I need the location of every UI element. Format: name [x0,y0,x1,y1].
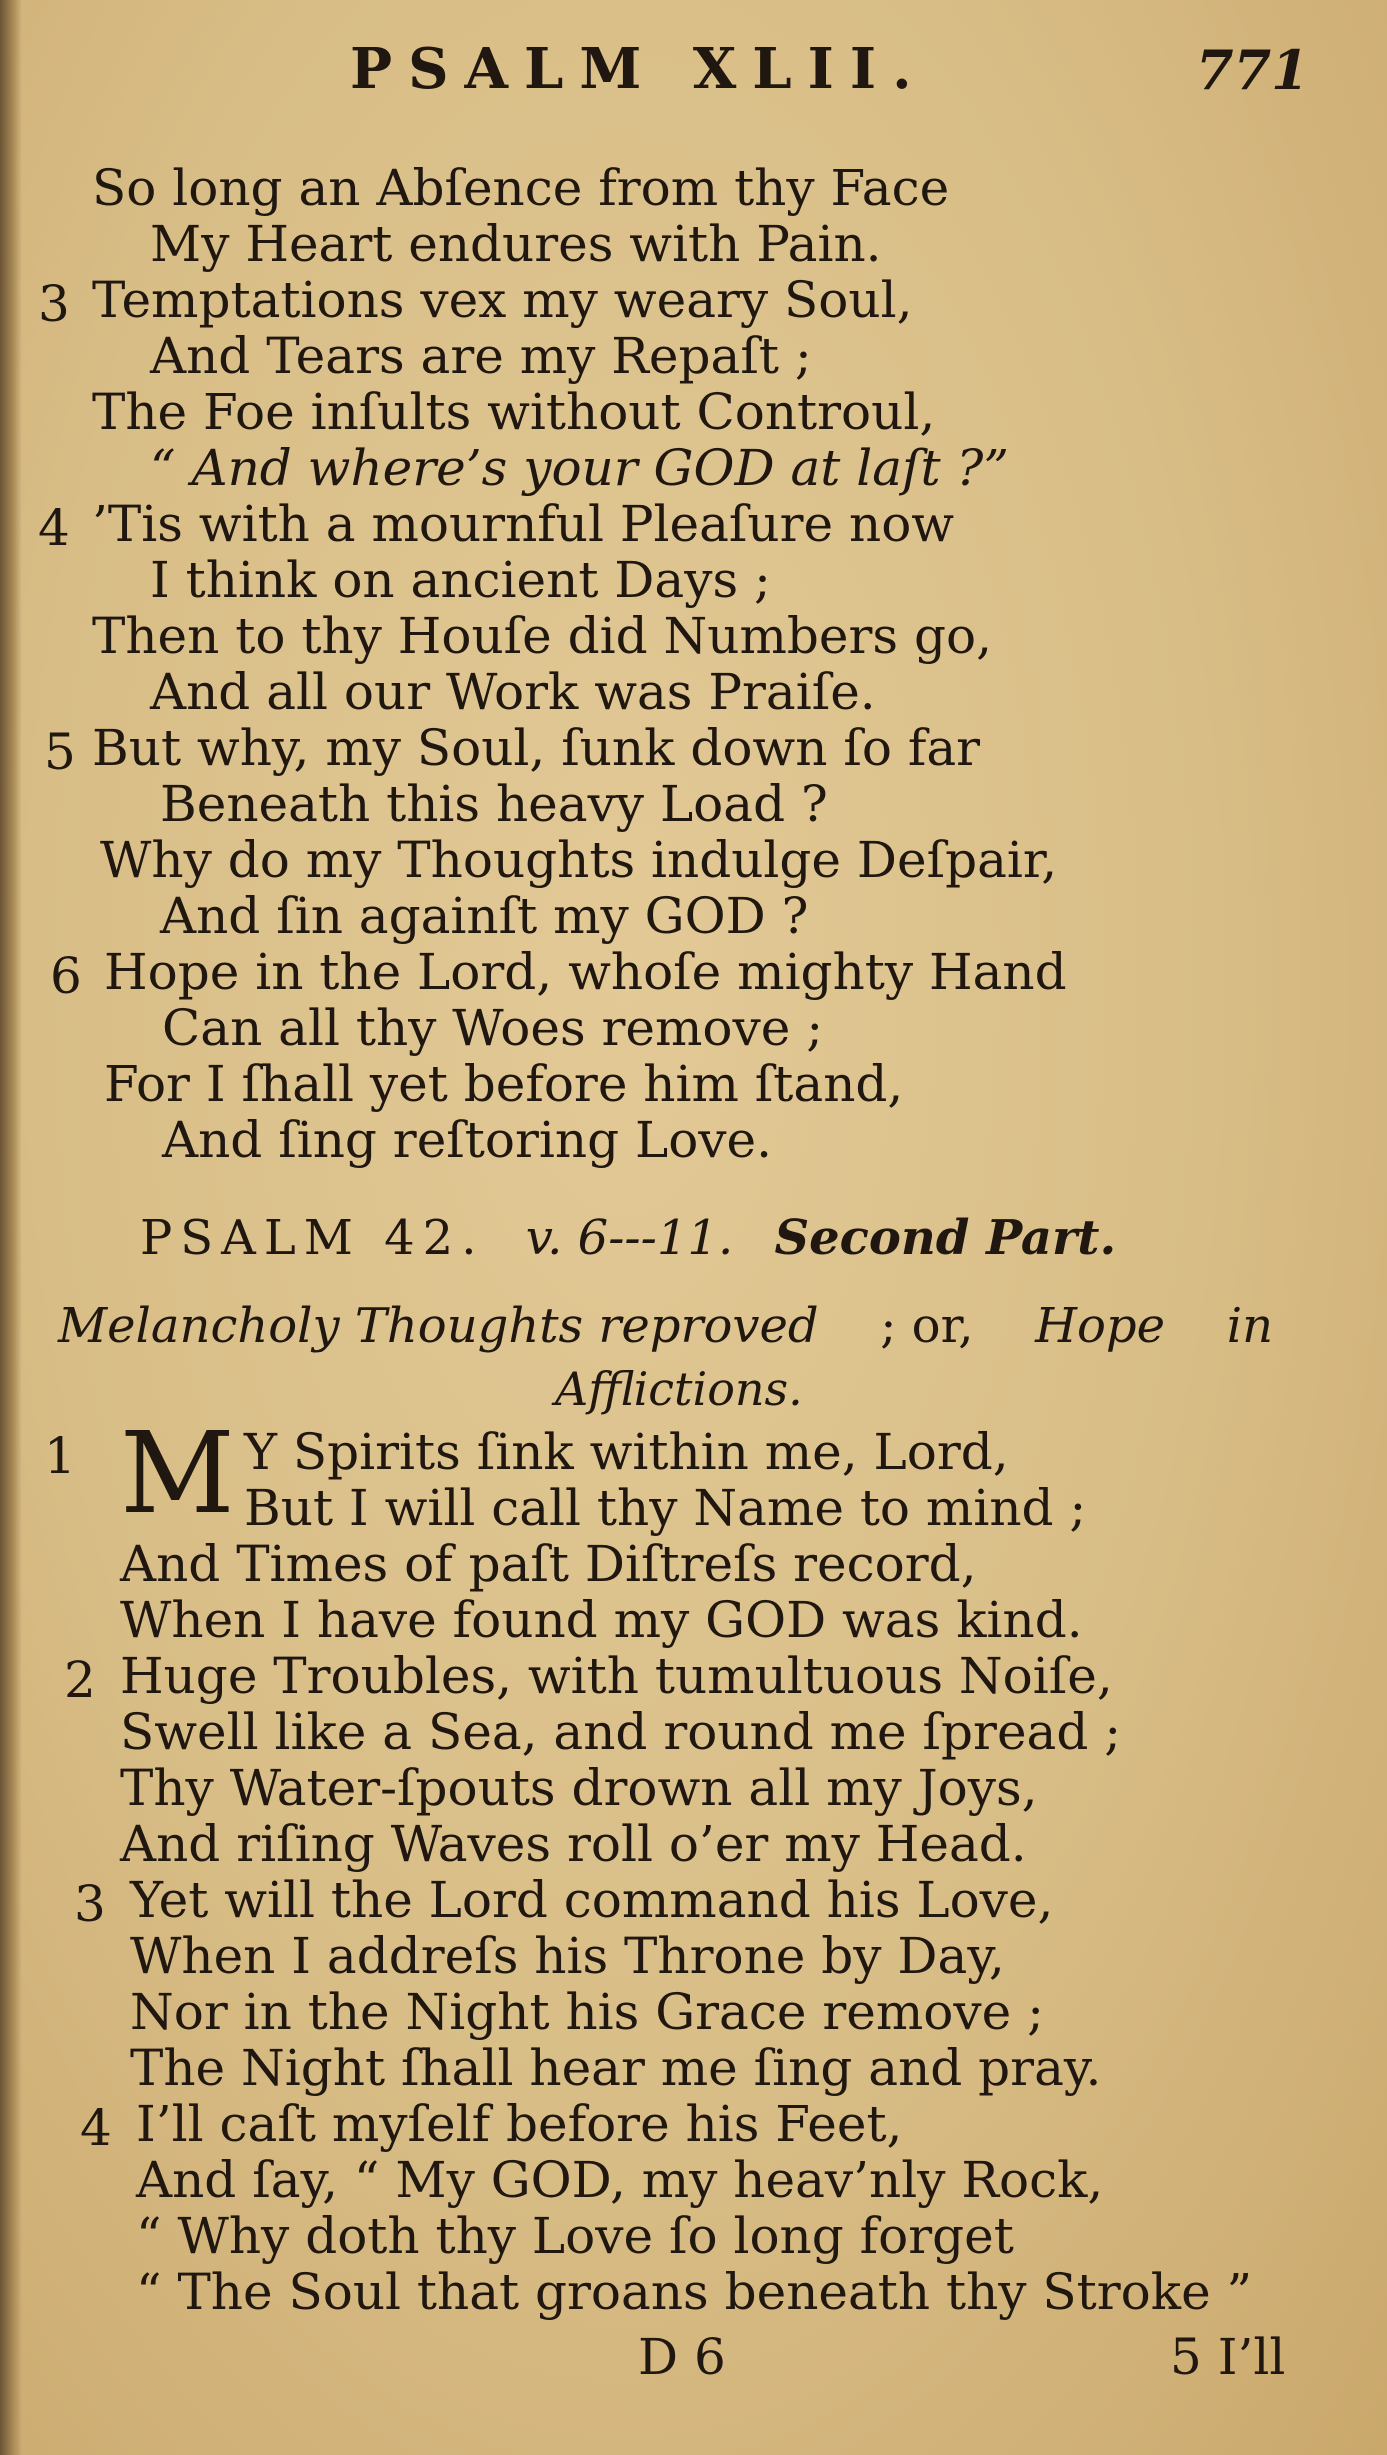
section-title-part: Second Part. [774,1210,1117,1266]
verse-line: Hope in the Lord, whoſe mighty Hand [104,943,1067,1001]
verse-line: “ And where’s your GOD at laſt ?” [150,439,1009,497]
verse-line: Y Spirits ſink within me, Lord, [244,1423,1009,1481]
verse-line: And riſing Waves roll o’er my Head. [120,1815,1027,1873]
verse-line: The Foe inſults without Controul, [92,383,936,441]
running-head: PSALM XLII. [350,36,928,102]
verse-line: But I will call thy Name to mind ; [244,1479,1087,1537]
verse-line: So long an Abſence from thy Face [92,159,950,217]
verse-line: I think on ancient Days ; [150,551,771,609]
signature-mark: D 6 [638,2328,726,2386]
verse-number: 6 [50,947,82,1005]
verse-number: 5 [44,723,76,781]
verse-line: ’Tis with a mournful Pleaſure now [92,495,955,553]
verse-line: And Tears are my Repaſt ; [150,327,812,385]
drop-cap: M [120,1409,235,1539]
verse-line: Nor in the Night his Grace remove ; [130,1983,1044,2041]
catchword: 5 I’ll [1170,2328,1286,2386]
verse-line: When I have found my GOD was kind. [120,1591,1083,1649]
verse-line: Can all thy Woes remove ; [162,999,824,1057]
verse-number: 4 [38,499,70,557]
verse-line: And ſay, “ My GOD, my heav’nly Rock, [136,2151,1104,2209]
verse-number: 3 [38,275,70,333]
section-title-psalm: PSALM 42. [140,1210,485,1266]
verse-line: Swell like a Sea, and round me ſpread ; [120,1703,1122,1761]
verse-line: And Times of paſt Diſtreſs record, [120,1535,977,1593]
verse-line: Why do my Thoughts indulge Deſpair, [100,831,1058,889]
subtitle-melancholy: Melancholy Thoughts reproved [58,1298,819,1354]
subtitle-in: in [1226,1298,1273,1354]
section-title-verses: v. 6---11. [525,1210,734,1266]
verse-line: Then to thy Houſe did Numbers go, [92,607,992,665]
verse-line: Huge Troubles, with tumultuous Noiſe, [120,1647,1113,1705]
verse-line: For I ſhall yet before him ſtand, [104,1055,904,1113]
page-number: 771 [1196,38,1309,102]
verse-line: Beneath this heavy Load ? [160,775,828,833]
subtitle-hope: Hope [1035,1298,1166,1354]
verse-line: Yet will the Lord command his Love, [130,1871,1054,1929]
verse-line: “ The Soul that groans beneath thy Stroke ” [136,2263,1253,2321]
verse-line: And ſing reſtoring Love. [162,1111,773,1169]
verse-line: But why, my Soul, ſunk down ſo far [92,719,981,777]
verse-number: 1 [44,1427,76,1485]
verse-number: 4 [80,2099,112,2157]
section-title [140,1210,1116,1266]
verse-line: “ Why doth thy Love ſo long forget [136,2207,1014,2265]
verse-line: And ſin againſt my GOD ? [160,887,809,945]
verse-line: When I addreſs his Throne by Day, [130,1927,1005,1985]
verse-line: Thy Water-ſpouts drown all my Joys, [120,1759,1038,1817]
verse-number: 3 [74,1875,106,1933]
verse-line: My Heart endures with Pain. [150,215,882,273]
verse-line: The Night ſhall hear me ſing and pray. [130,2039,1102,2097]
binding-gutter [0,0,22,2455]
section-subtitle [58,1298,1273,1354]
verse-number: 2 [64,1651,96,1709]
subtitle-separator: ; or, [880,1298,974,1354]
verse-line: Temptations vex my weary Soul, [92,271,913,329]
subtitle-afflictions: Afflictions. [555,1362,803,1416]
verse-line: I’ll caſt myſelf before his Feet, [136,2095,903,2153]
verse-line: And all our Work was Praiſe. [150,663,876,721]
